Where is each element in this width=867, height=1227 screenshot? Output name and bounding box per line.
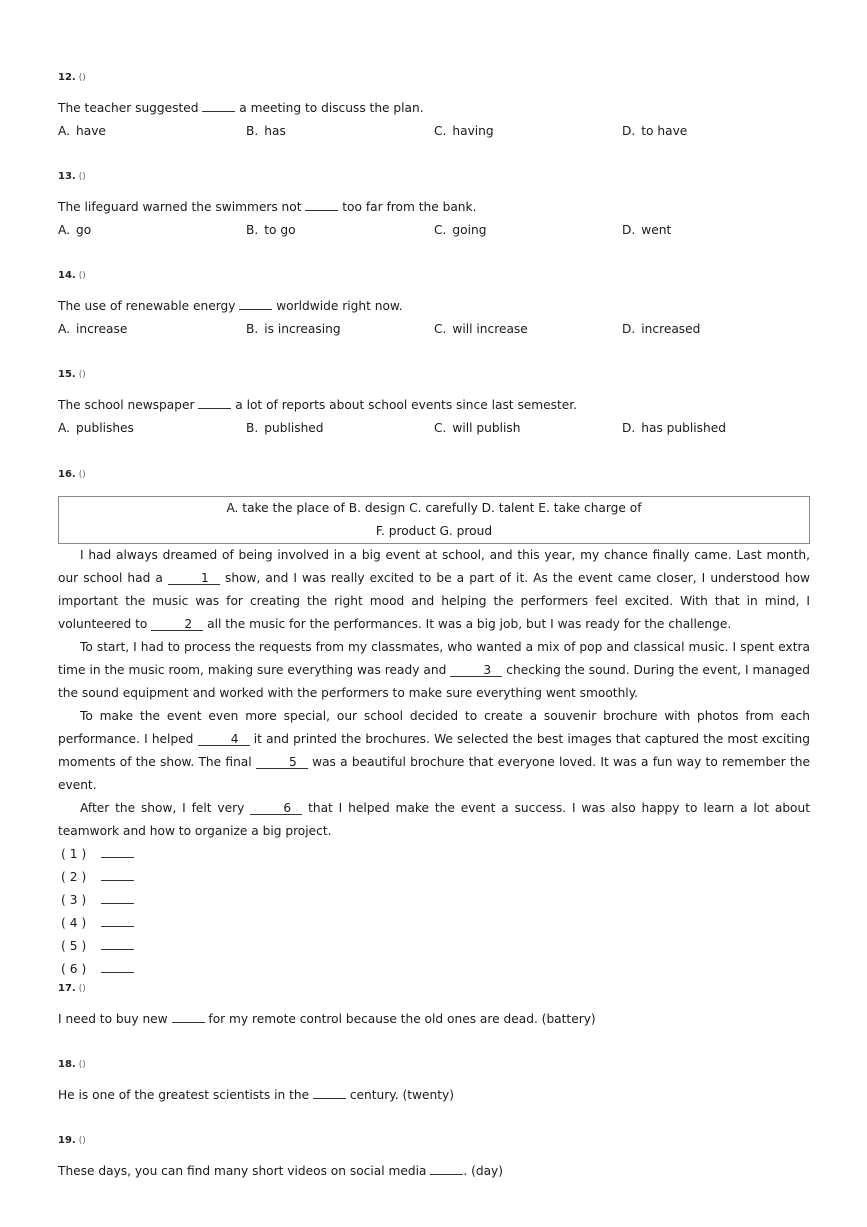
answer-row[interactable]: (6)	[58, 958, 810, 981]
question-stem: The school newspaper a lot of reports about school events since last semester.	[58, 398, 578, 412]
option-a[interactable]: A. go	[58, 223, 92, 237]
paragraph: I had always dreamed of being involved in a big event at school, and this year, my chance finally came. Last month, our school had a 1 show, and I was really excited to be a part of it. As the event came closer, I understood how important the music was for creating the right mood and helping the performers feel excited. With that in mind, I volunteered to 2 all the music for the performances. It was a big job, but I was ready for the challenge.	[58, 548, 810, 631]
option-c[interactable]: C. will increase	[434, 322, 528, 336]
question-12	[58, 71, 810, 140]
answer-blank	[239, 298, 272, 310]
answer-row[interactable]: (5)	[58, 935, 810, 958]
options	[58, 419, 810, 437]
question-19	[58, 1134, 810, 1180]
answer-row[interactable]: (3)	[58, 889, 810, 912]
numbered-blank: 1	[168, 572, 220, 585]
question-number: 18. ()	[58, 1059, 86, 1070]
options	[58, 122, 810, 140]
question-stem: These days, you can find many short videos on social media . (day)	[58, 1164, 504, 1178]
option-d[interactable]: D. to have	[622, 124, 688, 138]
paragraph: To start, I had to process the requests from my classmates, who wanted a mix of pop and classical music. I spent extra time in the music room, making sure everything was ready and 3 checking the sound. During the event, I managed the sound equipment and worked with the performers to make sure everything went smoothly.	[58, 640, 811, 700]
question-stem: He is one of the greatest scientists in the century. (twenty)	[58, 1088, 454, 1102]
question-stem: The lifeguard warned the swimmers not too far from the bank.	[58, 200, 477, 214]
question-number: 16. ()	[58, 469, 86, 480]
option-a[interactable]: A. increase	[58, 322, 128, 336]
answer-line[interactable]	[101, 892, 134, 904]
word-bank-line: F. product G. proud	[375, 524, 493, 538]
paragraph: To make the event even more special, our school decided to create a souvenir brochure with photos from each performance. I helped 4 it and printed the brochures. We selected the best images that captured the most exciting moments of the show. The final 5 was a beautiful brochure that everyone loved. It was a fun way to remember the event.	[58, 709, 811, 792]
cloze-passage	[58, 544, 810, 843]
question-number: 14. ()	[58, 270, 86, 281]
question-number: 19. ()	[58, 1135, 86, 1146]
option-d[interactable]: D. has published	[622, 421, 726, 435]
question-number: 17. ()	[58, 983, 86, 994]
numbered-blank: 4	[198, 733, 250, 746]
question-17	[58, 982, 810, 1028]
answer-list	[58, 843, 810, 981]
option-b[interactable]: B. has	[246, 124, 286, 138]
answer-line[interactable]	[101, 915, 134, 927]
options	[58, 221, 810, 239]
answer-line[interactable]	[101, 869, 134, 881]
answer-line[interactable]	[101, 961, 134, 973]
question-15	[58, 368, 810, 437]
question-14	[58, 269, 810, 338]
question-13	[58, 170, 810, 239]
option-c[interactable]: C. having	[434, 124, 494, 138]
option-d[interactable]: D. increased	[622, 322, 701, 336]
paragraph: After the show, I felt very 6 that I helped make the event a success. I was also happy to learn a lot about teamwork and how to organize a big project.	[58, 801, 811, 838]
option-b[interactable]: B. is increasing	[246, 322, 341, 336]
option-b[interactable]: B. published	[246, 421, 324, 435]
answer-row[interactable]: (2)	[58, 866, 810, 889]
answer-line[interactable]	[101, 938, 134, 950]
question-stem: The use of renewable energy worldwide right now.	[58, 299, 403, 313]
question-stem: I need to buy new for my remote control because the old ones are dead. (battery)	[58, 1012, 596, 1026]
answer-blank[interactable]	[313, 1087, 346, 1099]
option-c[interactable]: C. going	[434, 223, 487, 237]
answer-blank	[202, 100, 235, 112]
option-a[interactable]: A. publishes	[58, 421, 134, 435]
numbered-blank: 3	[450, 664, 502, 677]
option-d[interactable]: D. went	[622, 223, 672, 237]
question-18	[58, 1058, 810, 1104]
answer-row[interactable]: (4)	[58, 912, 810, 935]
word-bank	[58, 496, 810, 544]
option-a[interactable]: A. have	[58, 124, 106, 138]
word-bank-line: A. take the place of B. design C. carefully D. talent E. take charge of	[226, 501, 642, 515]
numbered-blank: 6	[250, 802, 302, 815]
question-16	[58, 468, 810, 981]
answer-blank[interactable]	[172, 1011, 205, 1023]
option-c[interactable]: C. will publish	[434, 421, 521, 435]
option-b[interactable]: B. to go	[246, 223, 296, 237]
numbered-blank: 5	[256, 756, 308, 769]
answer-blank	[198, 397, 231, 409]
answer-line[interactable]	[101, 846, 134, 858]
numbered-blank: 2	[151, 618, 203, 631]
question-number: 12. ()	[58, 72, 86, 83]
options	[58, 320, 810, 338]
answer-blank	[305, 199, 338, 211]
question-stem: The teacher suggested a meeting to discuss the plan.	[58, 101, 424, 115]
answer-row[interactable]: (1)	[58, 843, 810, 866]
question-number: 15. ()	[58, 369, 86, 380]
answer-blank[interactable]	[430, 1163, 463, 1175]
question-number: 13. ()	[58, 171, 86, 182]
